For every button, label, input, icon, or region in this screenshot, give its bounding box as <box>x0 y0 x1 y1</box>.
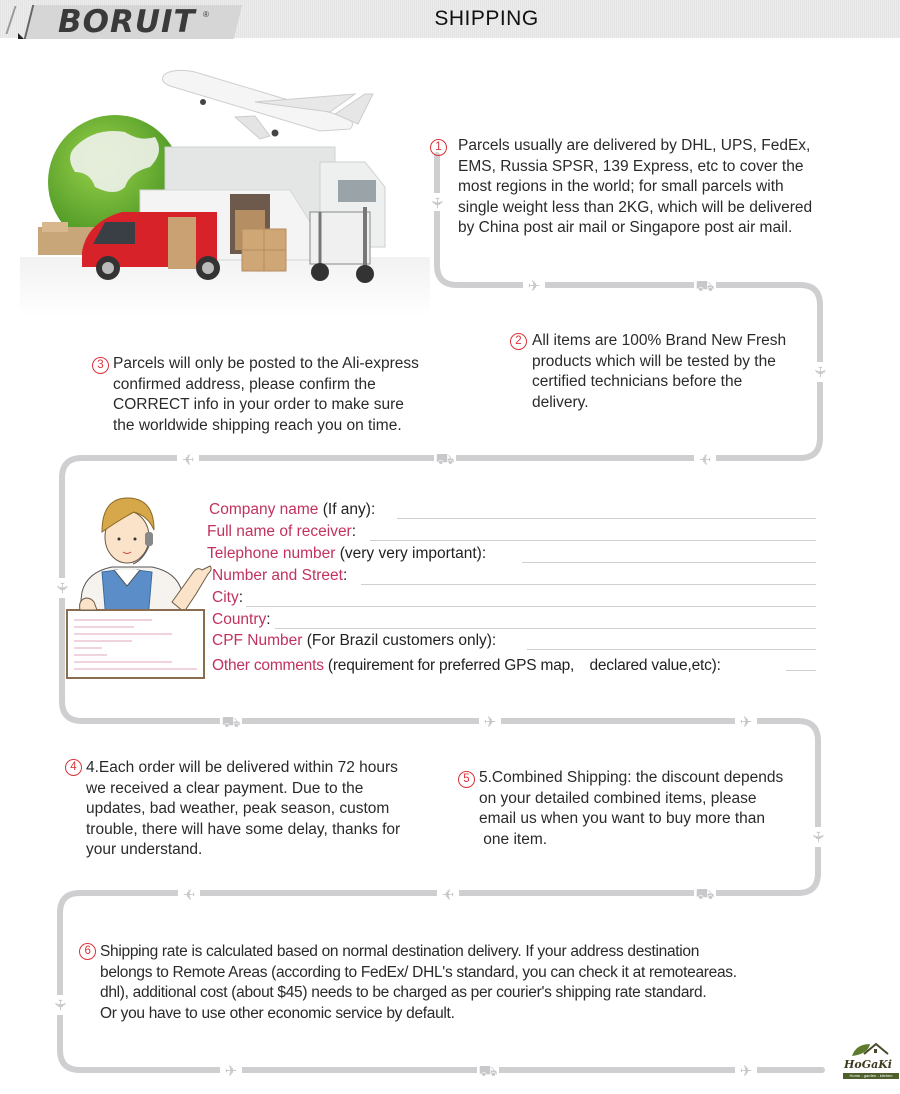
brand-logo: BORUIT <box>58 4 196 40</box>
step-text-line: dhl), additional cost (about $45) needs to be charged as per courier's shipping rate standard. <box>100 984 707 1002</box>
svg-text:⛟: ⛟ <box>695 277 715 295</box>
step-text-line: All items are 100% Brand New Fresh <box>532 332 787 349</box>
step-text-line: email us when you want to buy more than <box>479 810 766 828</box>
step-text-line: the worldwide shipping reach you on time. <box>113 416 402 434</box>
field-city: City: <box>212 589 244 606</box>
full-name-input[interactable] <box>370 540 816 541</box>
truck-icon <box>434 449 456 468</box>
step-text-line: confirmed address, please confirm the <box>113 375 376 393</box>
street-input[interactable] <box>361 584 816 585</box>
other-comments-input[interactable] <box>786 670 816 671</box>
country-input[interactable] <box>275 628 816 629</box>
step-text-line: Or you have to use other economic service by default. <box>100 1004 455 1022</box>
step-number-badge: 5 <box>458 771 475 788</box>
city-input[interactable] <box>246 606 816 607</box>
field-full-name: Full name of receiver: <box>207 523 357 540</box>
truck-icon <box>220 712 242 731</box>
field-other-comments: Other comments (requirement for preferred GPS map, declared value,etc): <box>212 657 721 674</box>
svg-text:✈: ✈ <box>182 885 196 903</box>
plane-icon <box>220 1061 242 1080</box>
step-text-line: updates, bad weather, peak season, custom <box>86 800 390 818</box>
step-number-badge: 6 <box>79 943 96 960</box>
step-text-line: delivery. <box>532 393 589 411</box>
house-leaf-icon <box>842 1040 900 1060</box>
svg-text:✈: ✈ <box>53 581 71 595</box>
step-text-line: most regions in the world; for small parcels with <box>458 178 784 196</box>
step-text-line: EMS, Russia SPSR, 139 Express, etc to cover the <box>458 157 804 175</box>
plane-icon <box>178 884 200 903</box>
telephone-input[interactable] <box>522 562 816 563</box>
step-number-badge: 1 <box>430 139 447 156</box>
svg-text:✈: ✈ <box>51 998 69 1012</box>
step-text-line: trouble, there will have some delay, thanks for <box>86 820 401 838</box>
step-text-line: on your detailed combined items, please <box>479 789 757 807</box>
step-text-line: products which will be tested by the <box>532 352 776 370</box>
svg-text:✈: ✈ <box>428 196 446 210</box>
step-text-line: certified technicians before the <box>532 373 743 391</box>
field-cpf-number: CPF Number (For Brazil customers only): <box>212 632 497 649</box>
step-text-line: Parcels will only be posted to the Ali-express <box>113 355 419 372</box>
truck-icon <box>477 1061 499 1080</box>
plane-icon <box>437 884 459 903</box>
svg-text:✈: ✈ <box>483 713 497 731</box>
svg-text:✈: ✈ <box>181 450 195 468</box>
svg-text:✈: ✈ <box>739 713 753 731</box>
field-company-name: Company name (If any): <box>209 501 376 518</box>
svg-text:✈: ✈ <box>739 1062 753 1080</box>
plane-icon <box>735 1061 757 1080</box>
truck-icon <box>694 884 716 903</box>
step-text-line: Parcels usually are delivered by DHL, UPS, FedEx, <box>458 137 811 154</box>
step-text-line: CORRECT info in your order to make sure <box>113 396 404 414</box>
svg-text:⛟: ⛟ <box>695 885 715 903</box>
step-text-line: belongs to Remote Areas (according to FedEx/ DHL's standard, you can check it at remoteareas. <box>100 963 737 981</box>
field-country: Country: <box>212 611 271 628</box>
svg-text:✈: ✈ <box>809 830 827 844</box>
cpf-number-input[interactable] <box>527 649 816 650</box>
step-text-line: 4.Each order will be delivered within 72 hours <box>86 759 398 776</box>
truck-icon <box>694 276 716 295</box>
step-number-badge: 3 <box>92 357 109 374</box>
svg-text:✈: ✈ <box>811 365 829 379</box>
svg-text:⛟: ⛟ <box>221 713 241 731</box>
field-telephone: Telephone number (very very important): <box>207 545 487 562</box>
step-text-line: by China post air mail or Singapore post air mail. <box>458 219 793 237</box>
plane-icon <box>735 712 757 731</box>
plane-icon <box>51 995 69 1015</box>
brand-registered-mark: ® <box>203 10 209 19</box>
svg-text:✈: ✈ <box>441 885 455 903</box>
step-number-badge: 2 <box>510 333 527 350</box>
svg-text:✈: ✈ <box>224 1062 238 1080</box>
footer-brand-tagline: Home - garden - kitchen <box>843 1073 899 1079</box>
plane-icon <box>523 276 545 295</box>
field-street: Number and Street: <box>212 567 348 584</box>
step-5 <box>458 768 818 850</box>
step-1 <box>430 136 860 239</box>
svg-text:✈: ✈ <box>698 450 712 468</box>
svg-text:✈: ✈ <box>527 277 541 295</box>
step-number-badge: 4 <box>65 759 82 776</box>
plane-icon <box>694 449 716 468</box>
plane-icon <box>479 712 501 731</box>
company-name-input[interactable] <box>397 518 816 519</box>
footer-brand-name: HoGaKi <box>844 1058 892 1071</box>
step-text-line: one item. <box>479 830 548 848</box>
customer-service-icon <box>62 492 212 682</box>
step-text-line: we received a clear payment. Due to the <box>86 779 364 797</box>
step-text-line: your understand. <box>86 841 203 859</box>
step-text-line: 5.Combined Shipping: the discount depends <box>479 769 784 786</box>
step-text-line: Shipping rate is calculated based on normal destination delivery. If your address destination <box>100 943 700 960</box>
svg-text:⛟: ⛟ <box>478 1062 498 1080</box>
svg-text:⛟: ⛟ <box>435 450 455 468</box>
page-title: SHIPPING <box>434 7 539 30</box>
step-6 <box>79 942 839 1024</box>
step-4 <box>65 758 445 861</box>
step-2 <box>510 331 820 413</box>
plane-icon <box>177 449 199 468</box>
footer-brand-logo <box>842 1040 900 1084</box>
step-text-line: single weight less than 2KG, which will be delivered <box>458 198 813 216</box>
step-3 <box>92 354 472 436</box>
